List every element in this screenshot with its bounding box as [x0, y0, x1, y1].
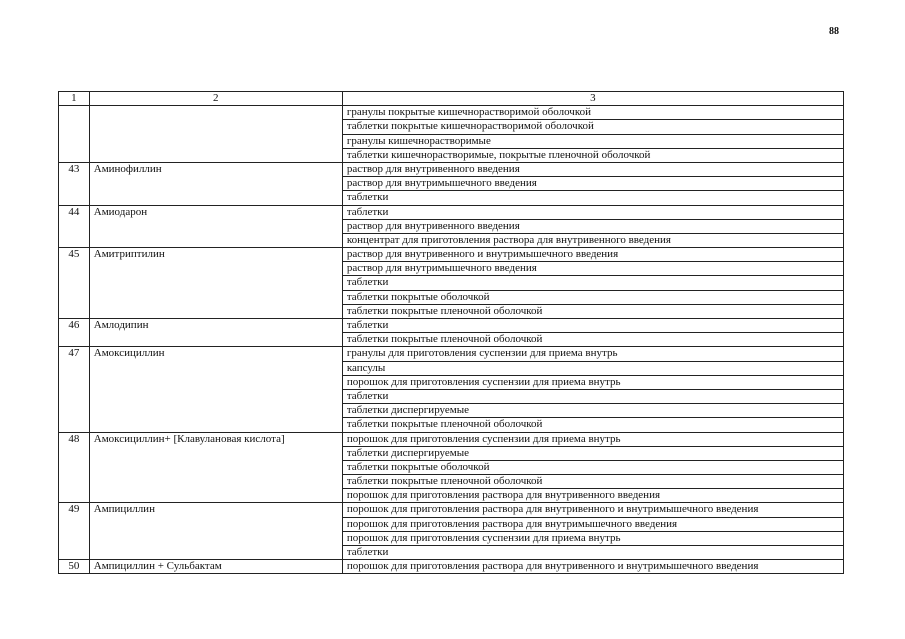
dosage-form: раствор для внутривенного введения [342, 162, 843, 176]
table-row [59, 560, 844, 574]
dosage-form: таблетки покрытые пленочной оболочкой [342, 475, 843, 489]
drug-name: Аминофиллин [89, 162, 342, 205]
table-row [59, 106, 844, 120]
drug-name: Амиодарон [89, 205, 342, 248]
item-number: 47 [59, 347, 90, 432]
drug-forms-table [58, 91, 844, 574]
table-row [59, 503, 844, 517]
table-row [59, 319, 844, 333]
dosage-form: гранулы кишечнорастворимые [342, 134, 843, 148]
drug-name: Ампициллин [89, 503, 342, 560]
dosage-form: раствор для внутримышечного введения [342, 177, 843, 191]
dosage-form: таблетки [342, 205, 843, 219]
dosage-form: концентрат для приготовления раствора для внутривенного введения [342, 233, 843, 247]
dosage-form: таблетки покрытые пленочной оболочкой [342, 418, 843, 432]
header-col-3: 3 [342, 92, 843, 106]
table-row [59, 248, 844, 262]
dosage-form: таблетки [342, 319, 843, 333]
dosage-form: капсулы [342, 361, 843, 375]
dosage-form: раствор для внутривенного и внутримышечного введения [342, 248, 843, 262]
dosage-form: таблетки кишечнорастворимые, покрытые пленочной оболочкой [342, 148, 843, 162]
item-number: 50 [59, 560, 90, 574]
header-col-2: 2 [89, 92, 342, 106]
dosage-form: таблетки [342, 546, 843, 560]
item-number: 44 [59, 205, 90, 248]
table-row [59, 432, 844, 446]
item-number: 49 [59, 503, 90, 560]
dosage-form: порошок для приготовления суспензии для приема внутрь [342, 375, 843, 389]
page-number: 88 [829, 26, 839, 37]
table-row [59, 162, 844, 176]
dosage-form: порошок для приготовления раствора для внутривенного и внутримышечного введения [342, 503, 843, 517]
dosage-form: таблетки покрытые пленочной оболочкой [342, 304, 843, 318]
dosage-form: таблетки диспергируемые [342, 404, 843, 418]
dosage-form: таблетки покрытые кишечнорастворимой оболочкой [342, 120, 843, 134]
item-number: 43 [59, 162, 90, 205]
dosage-form: таблетки [342, 389, 843, 403]
drug-name: Амитриптилин [89, 248, 342, 319]
dosage-form: раствор для внутримышечного введения [342, 262, 843, 276]
item-number [59, 106, 90, 163]
dosage-form: таблетки покрытые пленочной оболочкой [342, 333, 843, 347]
table-row [59, 205, 844, 219]
dosage-form: таблетки диспергируемые [342, 446, 843, 460]
dosage-form: таблетки [342, 191, 843, 205]
table-body [59, 92, 844, 574]
drug-name: Амоксициллин [89, 347, 342, 432]
item-number: 45 [59, 248, 90, 319]
dosage-form: таблетки [342, 276, 843, 290]
dosage-form: порошок для приготовления раствора для внутривенного и внутримышечного введения [342, 560, 843, 574]
dosage-form: таблетки покрытые оболочкой [342, 290, 843, 304]
dosage-form: порошок для приготовления раствора для внутримышечного введения [342, 517, 843, 531]
dosage-form: раствор для внутривенного введения [342, 219, 843, 233]
dosage-form: гранулы покрытые кишечнорастворимой оболочкой [342, 106, 843, 120]
drug-name: Ампициллин + Сульбактам [89, 560, 342, 574]
item-number: 48 [59, 432, 90, 503]
item-number: 46 [59, 319, 90, 347]
dosage-form: гранулы для приготовления суспензии для приема внутрь [342, 347, 843, 361]
dosage-form: порошок для приготовления раствора для внутривенного введения [342, 489, 843, 503]
dosage-form: порошок для приготовления суспензии для приема внутрь [342, 432, 843, 446]
drug-name: Амлодипин [89, 319, 342, 347]
table-row [59, 347, 844, 361]
drug-name: Амоксициллин+ [Клавулановая кислота] [89, 432, 342, 503]
drug-name [89, 106, 342, 163]
dosage-form: порошок для приготовления суспензии для приема внутрь [342, 531, 843, 545]
header-col-1: 1 [59, 92, 90, 106]
table-header-row [59, 92, 844, 106]
dosage-form: таблетки покрытые оболочкой [342, 460, 843, 474]
